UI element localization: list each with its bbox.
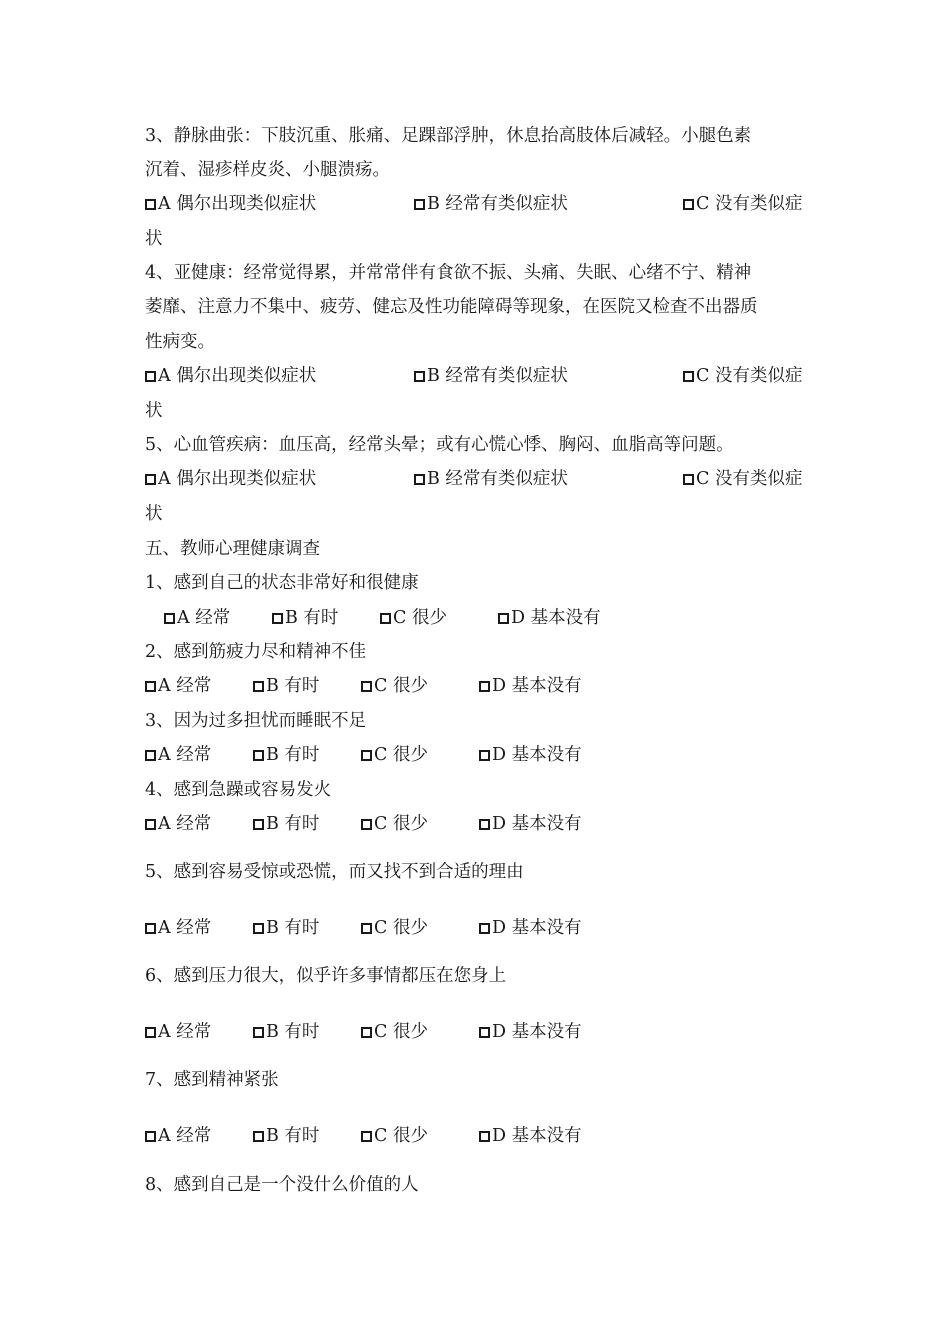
checkbox-icon[interactable] — [253, 1131, 264, 1142]
checkbox-icon[interactable] — [498, 613, 509, 624]
checkbox-icon[interactable] — [145, 681, 156, 692]
mh7-option-c[interactable]: C 很少 — [361, 1124, 428, 1148]
q4-option-a[interactable]: A 偶尔出现类似症状 — [145, 364, 316, 388]
q3-option-c[interactable]: C 没有类似症 — [683, 192, 802, 216]
checkbox-icon[interactable] — [414, 371, 425, 382]
checkbox-icon[interactable] — [145, 923, 156, 934]
mh6-text: 6、感到压力很大，似乎许多事情都压在您身上 — [145, 966, 507, 986]
mh4-option-b[interactable]: B 有时 — [253, 812, 319, 836]
mh1-option-c[interactable]: C 很少 — [380, 606, 447, 630]
q4-option-c[interactable]: C 没有类似症 — [683, 364, 802, 388]
checkbox-icon[interactable] — [361, 681, 372, 692]
mh6-option-a[interactable]: A 经常 — [145, 1020, 211, 1044]
checkbox-icon[interactable] — [683, 474, 694, 485]
q4-text-line1: 4、亚健康：经常觉得累，并常常伴有食欲不振、头痛、失眠、心绪不宁、精神 — [145, 263, 752, 283]
mh2-option-d[interactable]: D 基本没有 — [479, 674, 582, 698]
q4-text-line3: 性病变。 — [145, 332, 215, 352]
mh3-option-b[interactable]: B 有时 — [253, 743, 319, 767]
checkbox-icon[interactable] — [380, 613, 391, 624]
checkbox-icon[interactable] — [145, 474, 156, 485]
mh3-option-d[interactable]: D 基本没有 — [479, 743, 582, 767]
checkbox-icon[interactable] — [253, 819, 264, 830]
mh3-text: 3、因为过多担忧而睡眠不足 — [145, 711, 367, 731]
mh6-option-b[interactable]: B 有时 — [253, 1020, 319, 1044]
mh5-option-a[interactable]: A 经常 — [145, 916, 211, 940]
mh3-option-c[interactable]: C 很少 — [361, 743, 428, 767]
mh2-option-b[interactable]: B 有时 — [253, 674, 319, 698]
checkbox-icon[interactable] — [361, 1131, 372, 1142]
checkbox-icon[interactable] — [683, 371, 694, 382]
mh4-option-d[interactable]: D 基本没有 — [479, 812, 582, 836]
q3-text-line2: 沉着、湿疹样皮炎、小腿溃疡。 — [145, 160, 390, 180]
checkbox-icon[interactable] — [361, 750, 372, 761]
checkbox-icon[interactable] — [253, 1027, 264, 1038]
q5-option-c[interactable]: C 没有类似症 — [683, 467, 802, 491]
checkbox-icon[interactable] — [414, 199, 425, 210]
mh2-option-c[interactable]: C 很少 — [361, 674, 428, 698]
mh5-option-b[interactable]: B 有时 — [253, 916, 319, 940]
checkbox-icon[interactable] — [683, 199, 694, 210]
checkbox-icon[interactable] — [479, 750, 490, 761]
q3-option-a[interactable]: A 偶尔出现类似症状 — [145, 192, 316, 216]
checkbox-icon[interactable] — [479, 923, 490, 934]
q5-text-line1: 5、心血管疾病：血压高，经常头晕；或有心慌心悸、胸闷、血脂高等问题。 — [145, 435, 734, 455]
mh1-text: 1、感到自己的状态非常好和很健康 — [145, 573, 419, 593]
mh1-option-d[interactable]: D 基本没有 — [498, 606, 601, 630]
mh6-option-d[interactable]: D 基本没有 — [479, 1020, 582, 1044]
mh5-option-d[interactable]: D 基本没有 — [479, 916, 582, 940]
checkbox-icon[interactable] — [164, 613, 175, 624]
q5-option-c-wrap: 状 — [145, 504, 163, 524]
q4-option-c-wrap: 状 — [145, 401, 163, 421]
mh7-option-a[interactable]: A 经常 — [145, 1124, 211, 1148]
checkbox-icon[interactable] — [479, 681, 490, 692]
checkbox-icon[interactable] — [253, 681, 264, 692]
checkbox-icon[interactable] — [145, 750, 156, 761]
checkbox-icon[interactable] — [145, 1027, 156, 1038]
mh6-option-c[interactable]: C 很少 — [361, 1020, 428, 1044]
checkbox-icon[interactable] — [414, 474, 425, 485]
mh7-text: 7、感到精神紧张 — [145, 1070, 279, 1090]
mh2-option-a[interactable]: A 经常 — [145, 674, 211, 698]
q4-text-line2: 萎靡、注意力不集中、疲劳、健忘及性功能障碍等现象，在医院又检查不出器质 — [145, 297, 758, 317]
mh4-option-c[interactable]: C 很少 — [361, 812, 428, 836]
checkbox-icon[interactable] — [479, 819, 490, 830]
mh3-option-a[interactable]: A 经常 — [145, 743, 211, 767]
checkbox-icon[interactable] — [145, 371, 156, 382]
mh7-option-d[interactable]: D 基本没有 — [479, 1124, 582, 1148]
mh4-text: 4、感到急躁或容易发火 — [145, 780, 332, 800]
mh5-option-c[interactable]: C 很少 — [361, 916, 428, 940]
checkbox-icon[interactable] — [145, 199, 156, 210]
checkbox-icon[interactable] — [253, 923, 264, 934]
mh5-text: 5、感到容易受惊或恐慌，而又找不到合适的理由 — [145, 862, 524, 882]
checkbox-icon[interactable] — [253, 750, 264, 761]
checkbox-icon[interactable] — [145, 1131, 156, 1142]
checkbox-icon[interactable] — [361, 923, 372, 934]
mh8-text: 8、感到自己是一个没什么价值的人 — [145, 1175, 419, 1195]
q3-option-b[interactable]: B 经常有类似症状 — [414, 192, 568, 216]
mh1-option-a[interactable]: A 经常 — [164, 606, 230, 630]
mh4-option-a[interactable]: A 经常 — [145, 812, 211, 836]
q5-option-a[interactable]: A 偶尔出现类似症状 — [145, 467, 316, 491]
q3-option-c-wrap: 状 — [145, 229, 163, 249]
checkbox-icon[interactable] — [361, 1027, 372, 1038]
mh2-text: 2、感到筋疲力尽和精神不佳 — [145, 642, 367, 662]
q5-option-b[interactable]: B 经常有类似症状 — [414, 467, 568, 491]
mh1-option-b[interactable]: B 有时 — [272, 606, 338, 630]
checkbox-icon[interactable] — [479, 1131, 490, 1142]
q4-option-b[interactable]: B 经常有类似症状 — [414, 364, 568, 388]
checkbox-icon[interactable] — [361, 819, 372, 830]
section-title: 五、教师心理健康调查 — [145, 539, 320, 559]
checkbox-icon[interactable] — [272, 613, 283, 624]
q3-text-line1: 3、静脉曲张：下肢沉重、胀痛、足踝部浮肿，休息抬高肢体后减轻。小腿色素 — [145, 126, 752, 146]
checkbox-icon[interactable] — [479, 1027, 490, 1038]
mh7-option-b[interactable]: B 有时 — [253, 1124, 319, 1148]
checkbox-icon[interactable] — [145, 819, 156, 830]
